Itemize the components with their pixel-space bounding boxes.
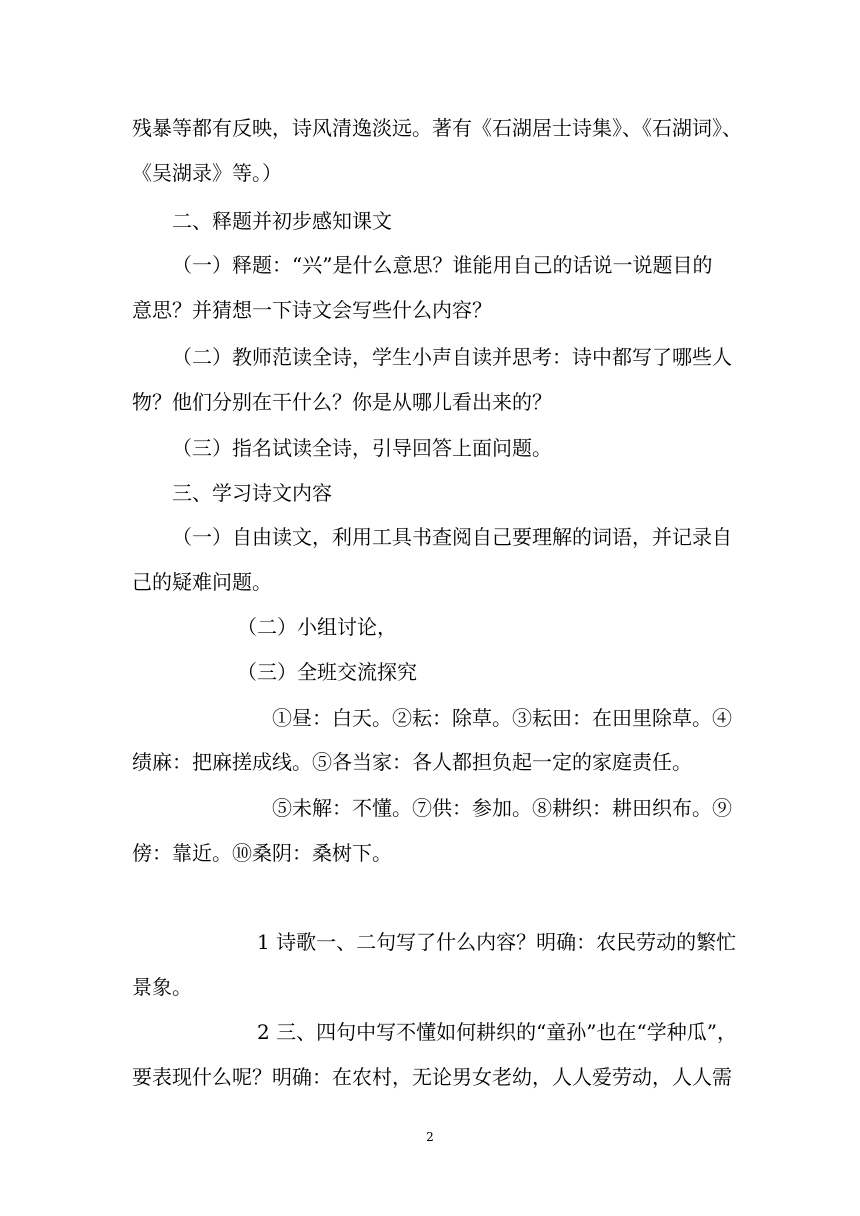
body-text-line: 物？他们分别在干什么？你是从哪儿看出来的？ [132,390,552,414]
body-text-line: 景象。 [132,975,192,999]
question-line: 1 诗歌一、二句写了什么内容？明确：农民劳动的繁忙 [257,930,737,954]
question-line: 2 三、四句中写不懂如何耕织的“童孙”也在“学种瓜”， [257,1020,737,1044]
glossary-line: 傍：靠近。⑩桑阴：桑树下。 [132,841,392,865]
body-text-line: （一）释题：“兴”是什么意思？谁能用自己的话说一说题目的 [172,253,713,277]
body-text-line: 意思？并猜想一下诗文会写些什么内容？ [132,298,492,322]
glossary-line: ⑤未解：不懂。⑦供：参加。⑧耕织：耕田织布。⑨ [272,796,732,820]
page-number: 2 [426,1130,434,1144]
body-text-line: （二）小组讨论， [237,615,397,639]
glossary-line: 绩麻：把麻搓成线。⑤各当家：各人都担负起一定的家庭责任。 [132,750,692,774]
body-text-line: （一）自由读文，利用工具书查阅自己要理解的词语，并记录自 [172,525,732,549]
body-text-line: 己的疑难问题。 [132,570,272,594]
section-heading: 三、学习诗文内容 [172,481,332,505]
body-text-line: 要表现什么呢？明确：在农村，无论男女老幼，人人爱劳动，人人需 [132,1065,732,1089]
body-text-line: 《吴湖录》等。） [132,161,282,185]
body-text-line: （三）指名试读全诗，引导回答上面问题。 [172,436,552,460]
body-text-line: 残暴等都有反映，诗风清逸淡远。著有《石湖居士诗集》、《石湖词》、 [132,116,742,140]
section-heading: 二、释题并初步感知课文 [172,209,392,233]
glossary-line: ①昼：白天。②耘：除草。③耘田：在田里除草。④ [272,706,732,730]
body-text-line: （二）教师范读全诗，学生小声自读并思考：诗中都写了哪些人 [172,345,732,369]
body-text-line: （三）全班交流探究 [237,660,417,684]
